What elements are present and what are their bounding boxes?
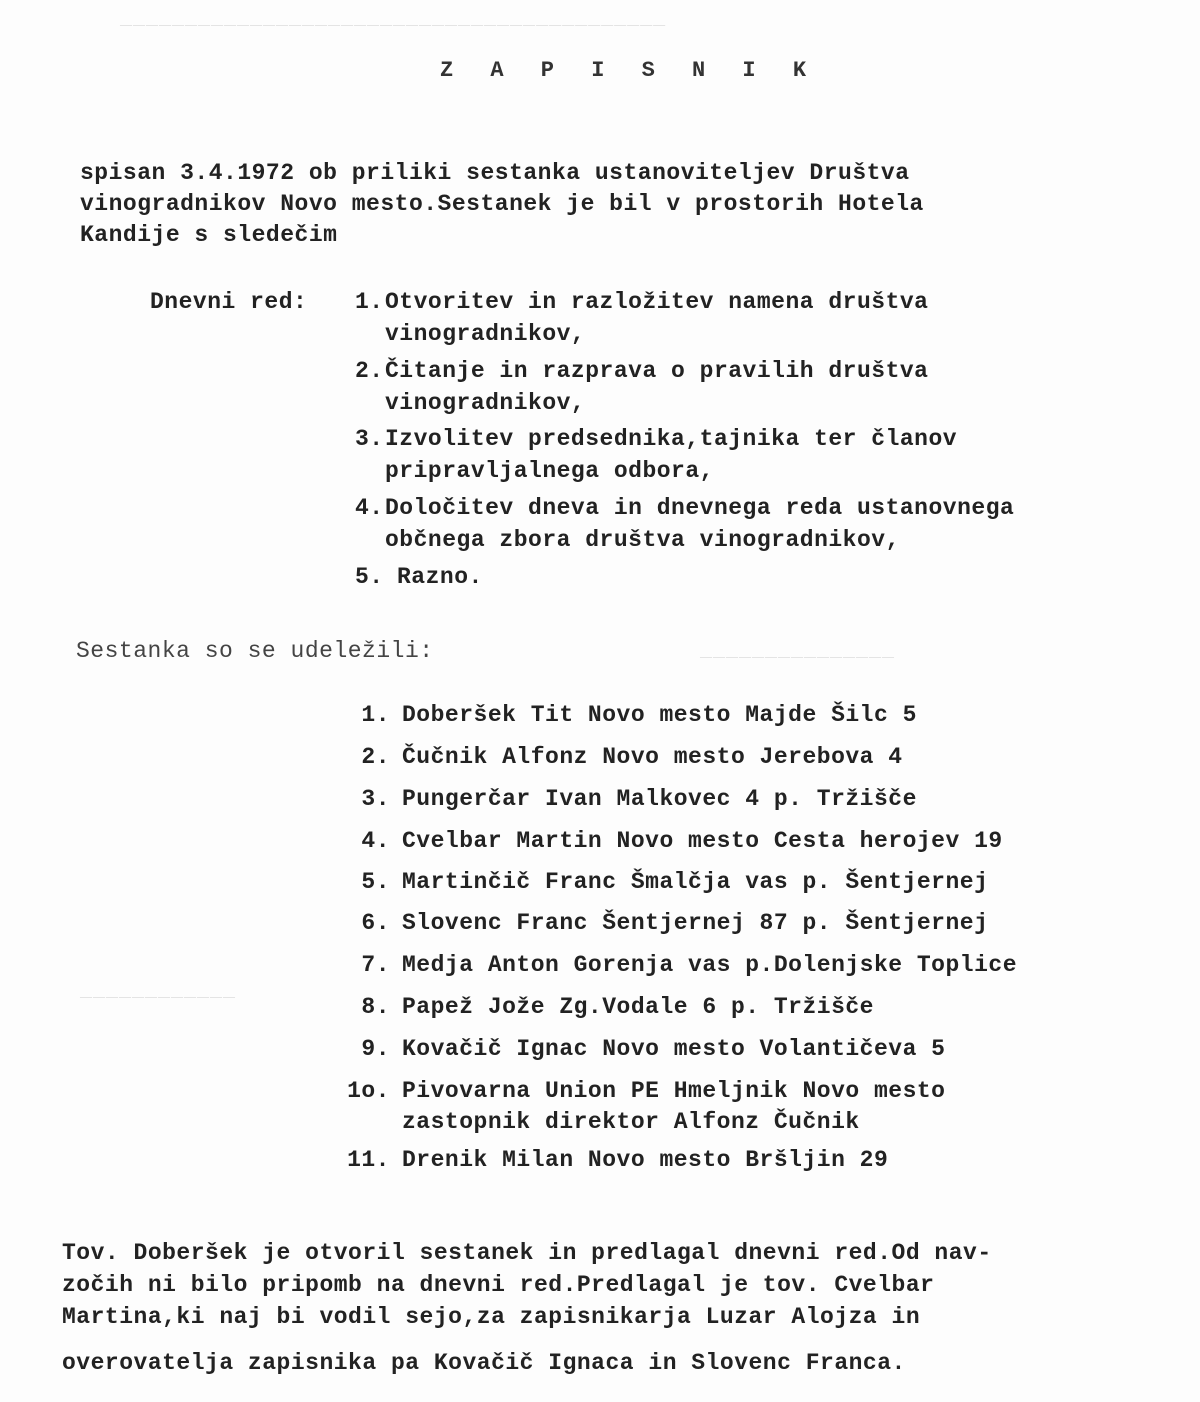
attendee-number: 2. (361, 744, 390, 770)
agenda-number: 5. (355, 564, 384, 590)
agenda-text: Izvolitev predsednika,tajnika ter članov (385, 426, 958, 452)
closing-line: overovatelja zapisnika pa Kovačič Ignaca in Slovenc Franca. (62, 1350, 906, 1376)
intro-line: Kandije s sledečim (80, 222, 338, 248)
agenda-text: Določitev dneva in dnevnega reda ustanovnega (385, 495, 1015, 521)
agenda-text: vinogradnikov, (385, 321, 586, 347)
attendee-number: 8. (361, 994, 390, 1020)
attendee-number: 1o. (347, 1078, 390, 1104)
attendee-number: 1. (361, 702, 390, 728)
agenda-number: 4. (355, 495, 384, 521)
show-through-text: __________________________________________ (120, 8, 667, 31)
attendee-text: Papež Jože Zg.Vodale 6 p. Tržišče (402, 994, 874, 1020)
agenda-text: vinogradnikov, (385, 390, 586, 416)
closing-paragraph (62, 1238, 992, 1380)
attendee-text: Pivovarna Union PE Hmeljnik Novo mesto (402, 1078, 946, 1104)
closing-line: zočih ni bilo pripomb na dnevni red.Predlagal je tov. Cvelbar (62, 1272, 935, 1298)
attendee-text: Kovačič Ignac Novo mesto Volantičeva 5 (402, 1036, 946, 1062)
attendee-text: Cvelbar Martin Novo mesto Cesta herojev 19 (402, 828, 1003, 854)
attendee-text: Doberšek Tit Novo mesto Majde Šilc 5 (402, 702, 917, 728)
attendee-text: zastopnik direktor Alfonz Čučnik (402, 1109, 860, 1135)
attendee-text: Drenik Milan Novo mesto Bršljin 29 (402, 1147, 889, 1173)
intro-line: vinogradnikov Novo mesto.Sestanek je bil v prostorih Hotela (80, 191, 924, 217)
closing-line: Martina,ki naj bi vodil sejo,za zapisnikarja Luzar Alojza in (62, 1304, 921, 1330)
closing-line: Tov. Doberšek je otvoril sestanek in predlagal dnevni red.Od nav- (62, 1240, 992, 1266)
intro-line: spisan 3.4.1972 ob priliki sestanka ustanoviteljev Društva (80, 160, 910, 186)
agenda-text: občnega zbora društva vinogradnikov, (385, 527, 900, 553)
attendee-text: Martinčič Franc Šmalčja vas p. Šentjernej (402, 869, 989, 895)
attendees-label: Sestanka so se udeležili: (76, 638, 434, 664)
attendee-text: Čučnik Alfonz Novo mesto Jerebova 4 (402, 744, 903, 770)
agenda-number: 3. (355, 426, 384, 452)
attendee-number: 6. (361, 910, 390, 936)
attendee-number: 5. (361, 869, 390, 895)
agenda-text: Razno. (397, 564, 483, 590)
agenda-number: 2. (355, 358, 384, 384)
attendee-number: 3. (361, 786, 390, 812)
attendee-text: Pungerčar Ivan Malkovec 4 p. Tržišče (402, 786, 917, 812)
attendee-number: 11. (347, 1147, 390, 1173)
document-title: Z A P I S N I K (440, 58, 819, 83)
agenda-label: Dnevni red: (150, 289, 308, 315)
attendee-number: 9. (361, 1036, 390, 1062)
show-through-text: _______________ (700, 640, 896, 663)
agenda-text: Otvoritev in razložitev namena društva (385, 289, 929, 315)
agenda-text: Čitanje in razprava o pravilih društva (385, 358, 929, 384)
agenda-text: pripravljalnega odbora, (385, 458, 714, 484)
agenda-number: 1. (355, 289, 384, 315)
attendee-number: 7. (361, 952, 390, 978)
show-through-text: ____________ (80, 980, 237, 1003)
attendee-text: Medja Anton Gorenja vas p.Dolenjske Toplice (402, 952, 1017, 978)
attendee-number: 4. (361, 828, 390, 854)
attendee-text: Slovenc Franc Šentjernej 87 p. Šentjernej (402, 910, 989, 936)
intro-paragraph (80, 158, 924, 251)
